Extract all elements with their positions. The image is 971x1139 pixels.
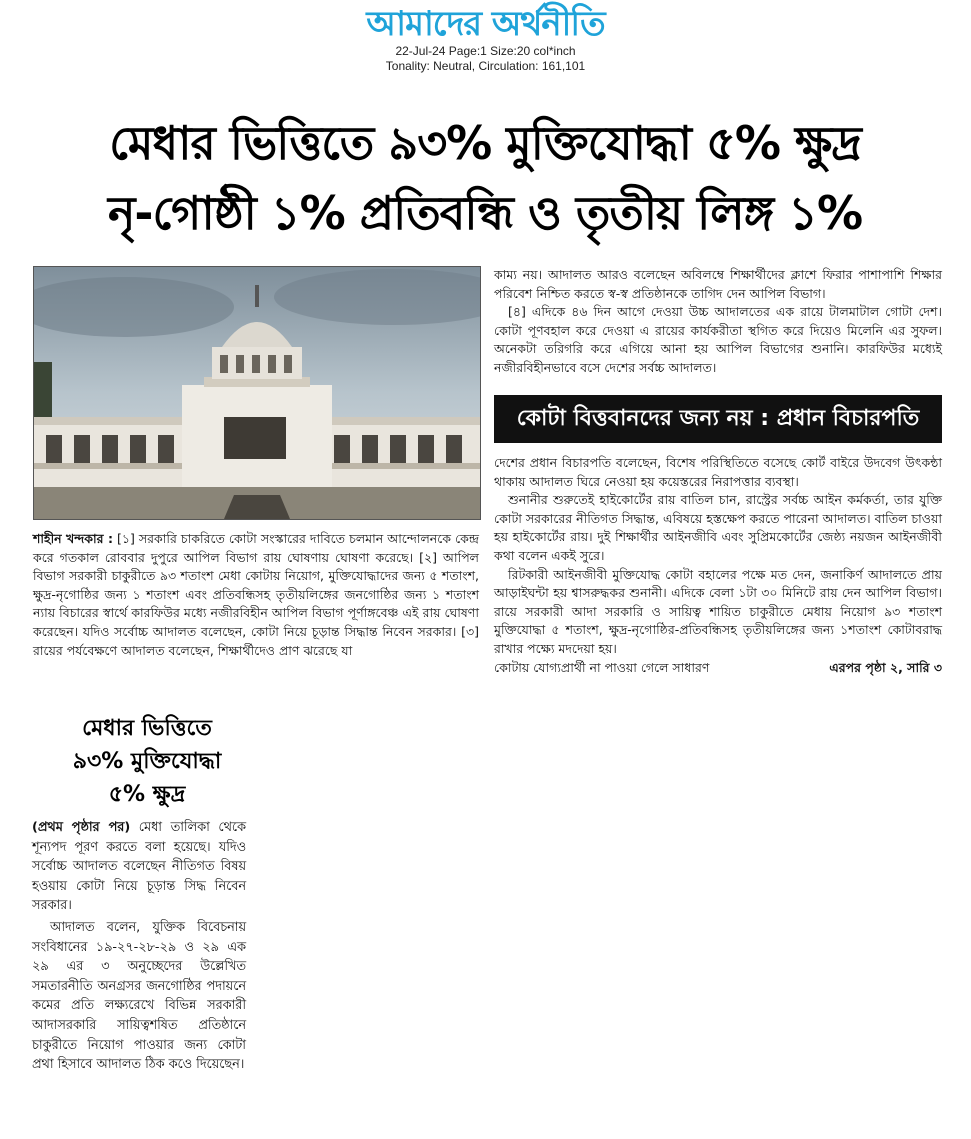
continuation-headline-line-2: ৯৩% মুক্তিযোদ্ধা xyxy=(72,749,222,774)
masthead xyxy=(0,4,971,74)
right-column-bottom xyxy=(494,454,942,677)
right-bottom-para-1: দেশের প্রধান বিচারপতি বলেছেন, বিশেষ পরিস্থিতিতে বসেছে কোর্ট বাইরে উদবেগ উৎকন্ঠা থাকায় আদালত ঘিরে নেওয়া হয় কয়েস্তরের নিরাপত্তার ব্যবস্থা। xyxy=(494,455,942,489)
jump-line xyxy=(494,659,942,678)
last-line-text: কোটায় যোগ্যপ্রার্থী না পাওয়া গেলে সাধারণ xyxy=(494,659,710,675)
right-bottom-para-3: রিটকারী আইনজীবী মুক্তিযোদ্ধ কোটা বহালের পক্ষে মত দেন, জনাকির্ণ আদালতে প্রায় আড়াইঘন্টা হয় শ্বাসরুদ্ধকর শুনানী। এদিকে বেলা ১টা ৩০ মিনিটে রায় দেন আপিল বিভাগ। রায়ে সরকারী আদা সরকারি ও সায়িত্ব শায়িত চাকুরীতে মেধায় নিয়োগ ৯৩ শতাংশ মুক্তিযোদ্ধা ৫ শতাংশ, ক্ষুদ্র-নৃগোষ্ঠির-প্রতিবন্ধিসহ তৃতীয়লিঙ্গের জন্য ১শতাংশ কোটাবরাদ্ধ রাখার পক্ষ্যে মদদেয়া হয়। xyxy=(494,566,942,656)
continuation-body xyxy=(32,818,246,1077)
right-top-para-2: [৪] এদিকে ৪৬ দিন আগে দেওয়া উচ্চ আদালতের এক রায়ে টালমাটাল গোটা দেশ। কোটা পূণবহাল করে দেওয়া এ রায়ের কার্যকরীতা স্থগিত করে দিয়েও মিলেনি এর সুফল। অনেকটা তরিগরি করে এগিয়ে আনা হয় আপিল বিভাগের শুনানি। কারফিউর মধ্যেই নজীরবিহীনভাবে বসে দেশের সর্বচ্চ আদালত। xyxy=(494,304,942,375)
right-column-top xyxy=(494,266,942,378)
newspaper-title: আমাদের অর্থনীতি xyxy=(366,4,605,44)
subheadline-banner: কোটা বিত্তবানদের জন্য নয় : প্রধান বিচারপতি xyxy=(494,395,942,443)
left-column-body: [১] সরকারি চাকরিতে কোটা সংস্কারের দাবিতে চলমান আন্দোলনকে কেন্দ্র করে গতকাল রোববার দুপুরে আপিল বিভাগ রায় ঘোষণায় ঘোষণা করেছে। [২] আপিল বিভাগ সরকারী চাকুরীতে ৯৩ শতাংশ মেধা কোটায় নিয়োগ, মুক্তিযোদ্ধাদের জন্য ৫ শতাংশ, ক্ষুদ্র-নৃগোষ্ঠির জন্য ১ শতাংশ এবং প্রতিবন্ধিসহ তৃতীয়লিঙ্গের জনগোষ্ঠির জন্য ১ শতাংশ ন্যায় বিচারের স্বার্থে কারফিউর মধ্যে নজীরবিহীন আপিল বিভাগ পূর্ণাঙ্গবেঞ্চ এই রায় ঘোষণা করেছেন। যদিও সর্বোচ্চ আদালত বলেছেন, কোটা নিয়ে চূড়ান্ত সিদ্ধান্ত নিবেন সরকার। [৩] রায়ের পর্যবেক্ষণে আদালত বলেছেন, শিক্ষার্থীদেও প্রাণ ঝরেছে যা xyxy=(33,531,479,658)
continuation-para-2: আদালত বলেন, যুক্তিক বিবেচনায় সংবিধানের ১৯-২৭-২৮-২৯ ও ২৯ এক ২৯ এর ৩ অনুচ্ছেদের উল্লেখিত সমতারনীতি অনগ্রসর জনগোষ্ঠির পদায়নে কমের প্রতি লক্ষ্যরেখে বিভিন্ন সরকারী আদাসরকারি সায়িত্বশষিত প্রতিষ্ঠানে চাকুরীতে নিয়োগ পাওয়ার জন্য কোটা প্রথা হিসাবে আদালত ঠিক কওে দিয়েছেন। xyxy=(32,919,246,1073)
court-building-illustration xyxy=(34,267,480,519)
left-column-text xyxy=(33,530,479,660)
continuation-headline-line-3: ৫% ক্ষুদ্র xyxy=(108,782,186,807)
byline: শাহীন খন্দকার : xyxy=(33,531,113,546)
headline-line-2: নৃ-গোষ্ঠী ১% প্রতিবন্ধি ও তৃতীয় লিঙ্গ ১% xyxy=(107,186,863,240)
main-headline xyxy=(20,108,950,248)
continued-on-page-label: এরপর পৃষ্ঠা ২, সারি ৩ xyxy=(829,659,942,675)
continued-from-front-tag: (প্রথম পৃষ্ঠার পর) xyxy=(32,820,131,835)
clipping-meta-date: 22-Jul-24 Page:1 Size:20 col*inch xyxy=(395,44,576,58)
court-building-photo xyxy=(33,266,481,520)
continuation-headline-line-1: মেধার ভিত্তিতে xyxy=(82,716,212,741)
continuation-headline xyxy=(30,712,264,811)
clipping-meta-circulation: Tonality: Neutral, Circulation: 161,101 xyxy=(385,59,586,73)
continuation-para-1: মেধা তালিকা থেকে শূন্যপদ পূরণ করতে বলা হয়েছে। যদিও সর্বোচ্চ আদালত বলেছেন নীতিগত বিষয় হওয়ায় কোটা নিয়ে চূড়ান্ত সিদ্ধ নিবেন সরকার। xyxy=(32,820,246,914)
headline-line-1: মেধার ভিত্তিতে ৯৩% মুক্তিযোদ্ধা ৫% ক্ষুদ্র xyxy=(109,116,861,170)
right-bottom-para-2: শুনানীর শুরুতেই হাইকোর্টের রায় বাতিল চান, রাস্ট্রের সর্বচ্চ আইন কর্মকর্তা, তার যুক্তি কোটা সরকারের নীতিগত সিদ্ধান্ত, এবিষয়ে হস্তক্ষেপ করতে পারেনা আদালত। বাতিল চাওয়া হয় হাইকোর্টের রায়। দুই শিক্ষার্থীর আইনজীবি এবং সুপ্রিমকোর্টের জেষ্ঠ্য নয়জন আইনজীবী কথা বলেন একই সুরে। xyxy=(494,492,942,563)
right-top-para-1: কাম্য নয়। আদালত আরও বলেছেন অবিলম্বে শিক্ষার্থীদের ক্লাশে ফিরার পাশাপাশি শিক্ষার পরিবেশ নিশ্চিত করতে স্ব-স্ব প্রতিষ্ঠানকে তাগিদ দেন আপিল বিভাগ। xyxy=(494,267,942,301)
